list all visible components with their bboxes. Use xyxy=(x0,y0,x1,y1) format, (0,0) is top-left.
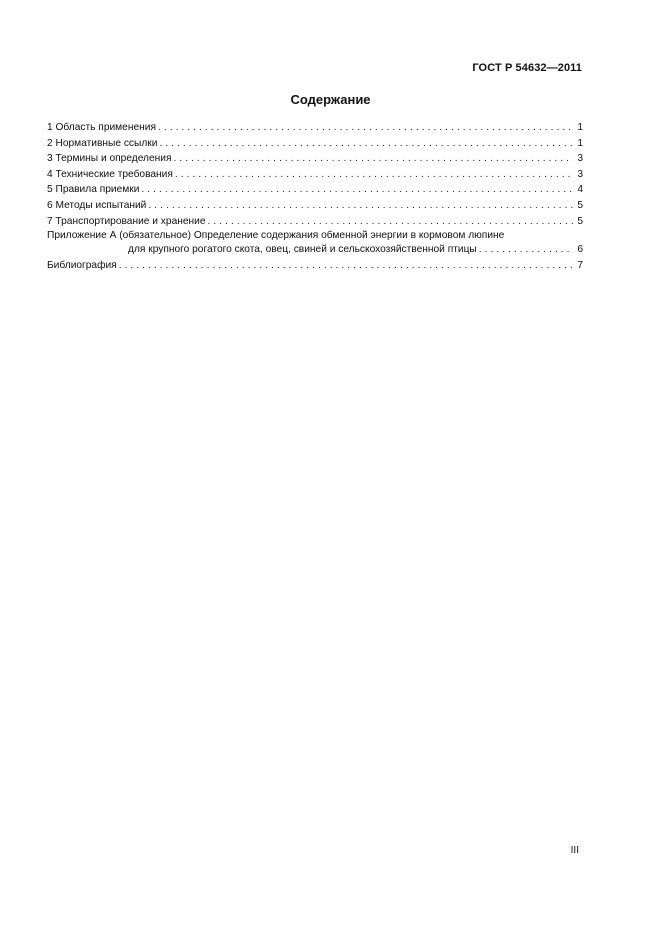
toc-item-page: 5 xyxy=(577,215,583,227)
toc-item-page: 5 xyxy=(577,199,583,211)
toc-item-page: 1 xyxy=(577,137,583,149)
toc-item[interactable] xyxy=(47,214,583,230)
appendix-label-line2: для крупного рогатого скота, овец, свиней и сельскохозяйственной птицы xyxy=(128,244,477,256)
toc-item-page: 3 xyxy=(577,153,583,165)
dot-leader xyxy=(119,258,573,274)
dot-leader xyxy=(148,198,573,214)
dot-leader xyxy=(159,136,573,152)
toc-title: Содержание xyxy=(290,92,371,107)
dot-leader xyxy=(479,242,573,258)
toc-item-page: 3 xyxy=(577,168,583,180)
toc-item[interactable] xyxy=(47,167,583,183)
page-number: III xyxy=(570,845,579,856)
toc-item-label: 2 Нормативные ссылки xyxy=(47,137,158,149)
toc-item[interactable] xyxy=(47,120,583,136)
toc-item-label: 5 Правила приемки xyxy=(47,184,140,196)
toc-item-label: 4 Технические требования xyxy=(47,168,173,180)
toc-item-label: Библиография xyxy=(47,259,117,271)
appendix-title-continuation xyxy=(47,242,583,258)
toc-item-page: 1 xyxy=(577,122,583,133)
toc-item[interactable] xyxy=(47,182,583,198)
table-of-contents xyxy=(47,120,583,273)
dot-leader xyxy=(173,151,573,167)
toc-item-label: 7 Транспортирование и хранение xyxy=(47,215,206,227)
toc-item[interactable] xyxy=(47,198,583,214)
toc-item-page: 4 xyxy=(577,184,583,196)
toc-item-page: 7 xyxy=(577,259,583,271)
toc-item-page: 6 xyxy=(577,244,583,256)
toc-item-label: 6 Методы испытаний xyxy=(47,199,147,211)
toc-item-label: 1 Область применения xyxy=(47,122,156,133)
document-code: ГОСТ Р 54632—2011 xyxy=(472,62,582,74)
toc-bibliography-item[interactable] xyxy=(47,258,583,274)
appendix-title-line: Приложение А (обязательное) Определение содержания обменной энергии в кормовом люпине xyxy=(47,230,505,242)
toc-item-label: 3 Термины и определения xyxy=(47,153,172,165)
dot-leader xyxy=(141,182,573,198)
dot-leader xyxy=(175,167,573,183)
toc-item[interactable] xyxy=(47,151,583,167)
dot-leader xyxy=(208,214,573,230)
toc-item[interactable] xyxy=(47,136,583,152)
dot-leader xyxy=(158,120,573,136)
toc-appendix-item[interactable] xyxy=(47,229,583,258)
